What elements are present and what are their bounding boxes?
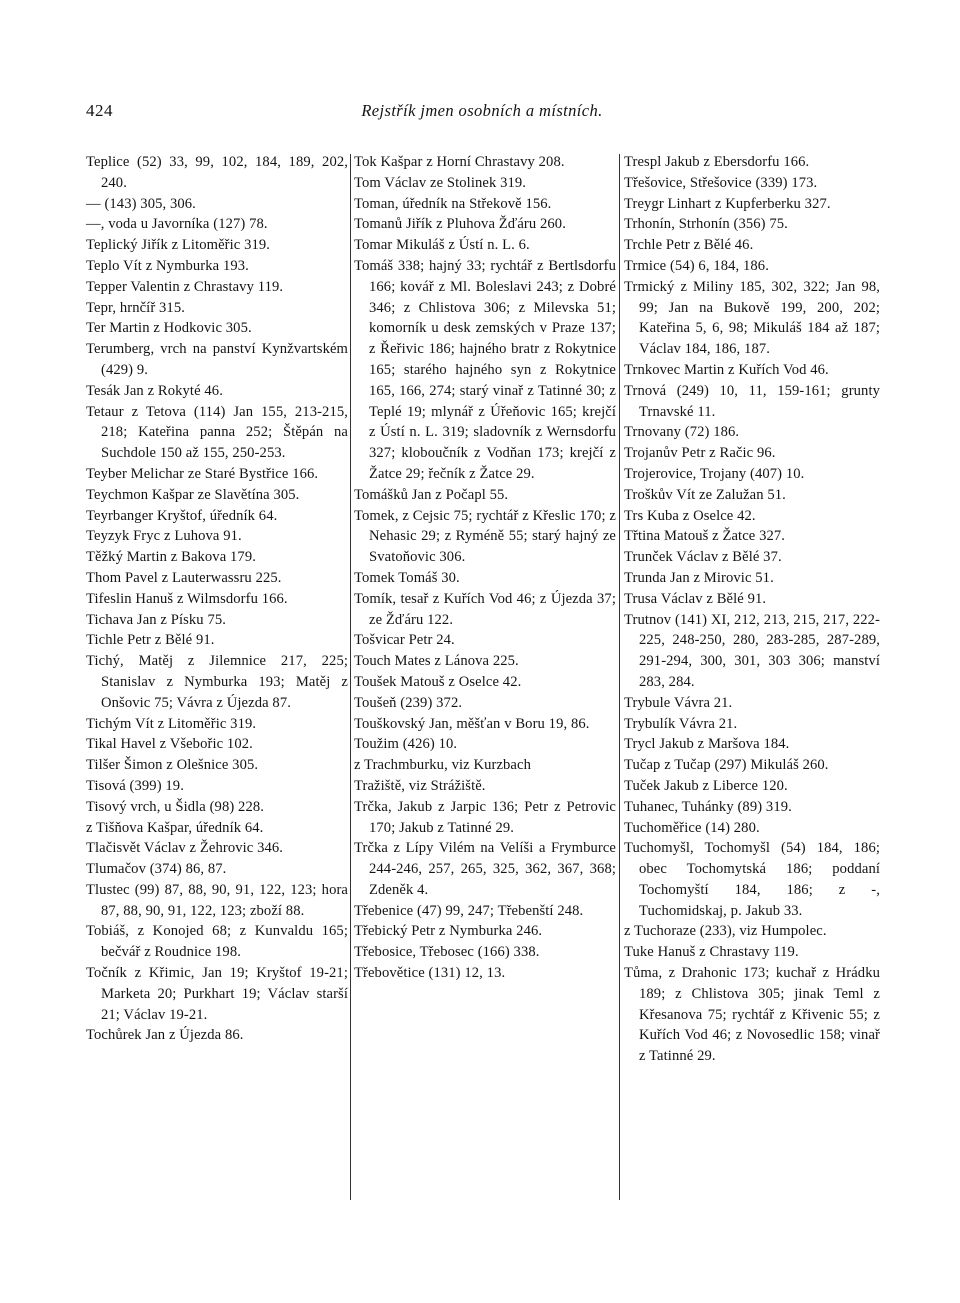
- index-entry: Toman, úředník na Střekově 156.: [354, 195, 552, 212]
- index-entry: Tom Václav ze Stolinek 319.: [354, 174, 527, 191]
- index-entry: Třebenice (47) 99, 247; Třebenští 248.: [354, 902, 584, 919]
- index-entry: Točník z Křimic, Jan 19; Kryštof 19-21; Marketa 20; Purkhart 19; Václav starší 21; Václav 19-21.: [86, 965, 348, 1023]
- index-entry: Tlumačov (374) 86, 87.: [86, 861, 227, 878]
- column-divider: [350, 154, 351, 1200]
- index-entry: Tuchoměřice (14) 280.: [624, 819, 760, 836]
- index-entry: Terumberg, vrch na panství Kynžvartském (429) 9.: [86, 341, 348, 378]
- index-entry: Tilšer Šimon z Olešnice 305.: [86, 757, 259, 774]
- index-entry: Tuchomyšl, Tochomyšl (54) 184, 186; obec Tochomytská 186; poddaní Tochomyští 184, 186; z -, Tuchomidskaj, p. Jakub 33.: [624, 840, 880, 919]
- index-entry: Toušeň (239) 372.: [354, 694, 463, 711]
- index-entry: Tichava Jan z Písku 75.: [86, 611, 226, 628]
- index-entry: Trnovany (72) 186.: [624, 424, 740, 441]
- index-entry: Tuček Jakub z Liberce 120.: [624, 777, 788, 794]
- column-divider: [619, 154, 620, 1200]
- index-entry: Tichle Petr z Bělé 91.: [86, 632, 215, 649]
- index-entry: Tobiáš, z Konojed 68; z Kunvaldu 165; bečvář z Roudnice 198.: [86, 923, 348, 961]
- index-column-2: [354, 152, 616, 1202]
- index-entry: Teplo Vít z Nymburka 193.: [86, 257, 249, 274]
- index-entry: Trusa Václav z Bělé 91.: [624, 590, 767, 607]
- index-entry: Ter Martin z Hodkovic 305.: [86, 320, 252, 337]
- index-entry: Tifeslin Hanuš z Wilmsdorfu 166.: [86, 590, 288, 607]
- index-entry: Tok Kašpar z Horní Chrastavy 208.: [354, 154, 565, 170]
- index-column-1: [86, 152, 348, 1202]
- index-entry: Tomar Mikuláš z Ústí n. L. 6.: [354, 237, 530, 254]
- index-entry: Treygr Linhart z Kupferberku 327.: [624, 195, 831, 212]
- index-entry: Troškův Vít ze Zalužan 51.: [624, 486, 786, 503]
- index-entry: Tuhanec, Tuhánky (89) 319.: [624, 798, 792, 815]
- index-entry: Těžký Martin z Bakova 179.: [86, 549, 256, 566]
- index-entry: Trespl Jakub z Ebersdorfu 166.: [624, 154, 810, 170]
- index-entry: Tepper Valentin z Chrastavy 119.: [86, 278, 284, 295]
- index-entry: Trchle Petr z Bělé 46.: [624, 237, 754, 254]
- index-entry: —, voda u Javorníka (127) 78.: [86, 216, 268, 233]
- index-entry: Trycl Jakub z Maršova 184.: [624, 736, 790, 753]
- index-entry: Touch Mates z Lánova 225.: [354, 653, 519, 670]
- index-entry: Touškovský Jan, měšťan v Boru 19, 86.: [354, 715, 590, 732]
- index-entry: Třebický Petr z Nymburka 246.: [354, 923, 543, 940]
- index-entry: Tůma, z Drahonic 173; kuchař z Hrádku 189; z Chlistova 305; jinak Teml z Křesanova 75; rychtář z Křivenic 55; z Kuřích Vod 46; z Novosedlic 158; vinař z Tatinné 29.: [624, 965, 880, 1065]
- index-entry: z Tuchoraze (233), viz Humpolec.: [624, 923, 827, 940]
- index-entry: Toužim (426) 10.: [354, 736, 458, 753]
- index-entry: Trybulík Vávra 21.: [624, 715, 738, 732]
- index-entry: Trunček Václav z Bělé 37.: [624, 549, 782, 566]
- index-entry: Teplický Jiřík z Litoměřic 319.: [86, 237, 271, 254]
- index-entry: Teyzyk Fryc z Luhova 91.: [86, 528, 242, 545]
- index-entry: Thom Pavel z Lauterwassru 225.: [86, 569, 282, 586]
- index-entry: Třebovětice (131) 12, 13.: [354, 965, 506, 982]
- index-entry: Třtina Matouš z Žatce 327.: [624, 528, 786, 545]
- index-entry: Tomáš 338; hajný 33; rychtář z Bertlsdorfu 166; kovář z Ml. Boleslavi 243; z Dobré 346; z Chlistova 306; z Milevska 51; komorník u desk zemských v Praze 137; z Řeřivic 186; hajného bratr z Rokytnice 165; starého hajného syn z Rokytnice 165, 166, 274; starý vinař z Tatinné 30; z Teplé 19; mlynář z Úřeňovic 165; krejčí z Ústí n. L. 319; sladovník z Wernsdorfu 327; kloboučník z Vodňan 173; krejčí z Žatce 29; řečník z Žatce 29.: [354, 257, 616, 482]
- index-entry: Tisový vrch, u Šidla (98) 228.: [86, 798, 264, 815]
- index-entry: Třebosice, Třebosec (166) 338.: [354, 944, 540, 961]
- index-entry: Teyrbanger Kryštof, úředník 64.: [86, 507, 278, 524]
- index-entry: Trčka z Lípy Vilém na Velíši a Frymburce 244-246, 257, 265, 325, 362, 367, 368; Zdeněk 4.: [354, 840, 616, 898]
- index-entry: Tepr, hrnčíř 315.: [86, 299, 185, 316]
- index-entry: Tichým Vít z Litoměřic 319.: [86, 715, 257, 732]
- index-entry: Tisová (399) 19.: [86, 777, 184, 794]
- index-entry: Trojanův Petr z Račic 96.: [624, 445, 776, 462]
- index-entry: Trmice (54) 6, 184, 186.: [624, 257, 769, 274]
- index-entry: Trnová (249) 10, 11, 159-161; grunty Trnavské 11.: [624, 382, 880, 420]
- index-entry: Tražiště, viz Strážiště.: [354, 777, 486, 794]
- index-entry: Tikal Havel z Všebořic 102.: [86, 736, 253, 753]
- index-entry: Tichý, Matěj z Jilemnice 217, 225; Stanislav z Nymburka 193; Matěj z Onšovic 75; Vávra z Újezda 87.: [86, 653, 348, 711]
- index-entry: Teplice (52) 33, 99, 102, 184, 189, 202, 240.: [86, 154, 348, 191]
- index-entry: Tuke Hanuš z Chrastavy 119.: [624, 944, 799, 961]
- index-entry: Trčka, Jakub z Jarpic 136; Petr z Petrovic 170; Jakub z Tatinné 29.: [354, 798, 616, 836]
- index-entry: Tomanů Jiřík z Pluhova Žďáru 260.: [354, 216, 566, 233]
- index-entry: Trhonín, Strhonín (356) 75.: [624, 216, 788, 233]
- index-entry: Toušek Matouš z Oselce 42.: [354, 673, 522, 690]
- index-entry: Tlustec (99) 87, 88, 90, 91, 122, 123; hora 87, 88, 90, 91, 122, 123; zboží 88.: [86, 881, 348, 919]
- index-entry: Tomík, tesař z Kuřích Vod 46; z Újezda 37; ze Žďáru 122.: [354, 590, 616, 628]
- index-entry: Trunda Jan z Mirovic 51.: [624, 569, 774, 586]
- index-entry: Tomášků Jan z Počapl 55.: [354, 486, 509, 503]
- index-entry: Trybule Vávra 21.: [624, 694, 733, 711]
- index-entry: z Trachmburku, viz Kurzbach: [354, 757, 531, 774]
- index-entry: Trmický z Miliny 185, 302, 322; Jan 98, 99; Jan na Bukově 199, 200, 202; Kateřina 5, 6, 98; Mikuláš 184 až 187; Václav 184, 186, 187.: [624, 278, 880, 358]
- index-entry: Trnkovec Martin z Kuřích Vod 46.: [624, 361, 829, 378]
- index-entry: Tesák Jan z Rokyté 46.: [86, 382, 223, 399]
- index-column-3: [624, 152, 880, 1202]
- index-entry: Tlačisvět Václav z Žehrovic 346.: [86, 840, 284, 857]
- index-entry: Tomek Tomáš 30.: [354, 569, 460, 586]
- index-entry: Tučap z Tučap (297) Mikuláš 260.: [624, 757, 829, 774]
- index-entry: Teyber Melichar ze Staré Bystřice 166.: [86, 465, 319, 482]
- index-entry: Tošvicar Petr 24.: [354, 632, 455, 649]
- index-entry: — (143) 305, 306.: [86, 195, 196, 212]
- index-entry: Trutnov (141) XI, 212, 213, 215, 217, 222-225, 248-250, 280, 283-285, 287-289, 291-294, 300, 301, 303 306; manství 283, 284.: [624, 611, 880, 690]
- index-entry: z Tišňova Kašpar, úředník 64.: [86, 819, 264, 836]
- index-entry: Tetaur z Tetova (114) Jan 155, 213-215, 218; Kateřina panna 252; Štěpán na Suchdole 150 až 155, 250-253.: [86, 403, 348, 462]
- index-entry: Třešovice, Střešovice (339) 173.: [624, 174, 818, 191]
- index-entry: Trs Kuba z Oselce 42.: [624, 507, 756, 524]
- index-entry: Trojerovice, Trojany (407) 10.: [624, 465, 805, 482]
- index-entry: Tochůrek Jan z Újezda 86.: [86, 1027, 244, 1044]
- page-number: 424: [86, 101, 113, 120]
- index-body: [86, 152, 880, 1202]
- index-entry: Tomek, z Cejsic 75; rychtář z Křeslic 170; z Nehasic 29; z Ryméně 55; starý hajný ze Svatoňovic 306.: [354, 507, 616, 566]
- running-title: Rejstřík jmen osobních a místních.: [361, 101, 603, 120]
- page-header: [86, 101, 878, 131]
- index-entry: Teychmon Kašpar ze Slavětína 305.: [86, 486, 300, 503]
